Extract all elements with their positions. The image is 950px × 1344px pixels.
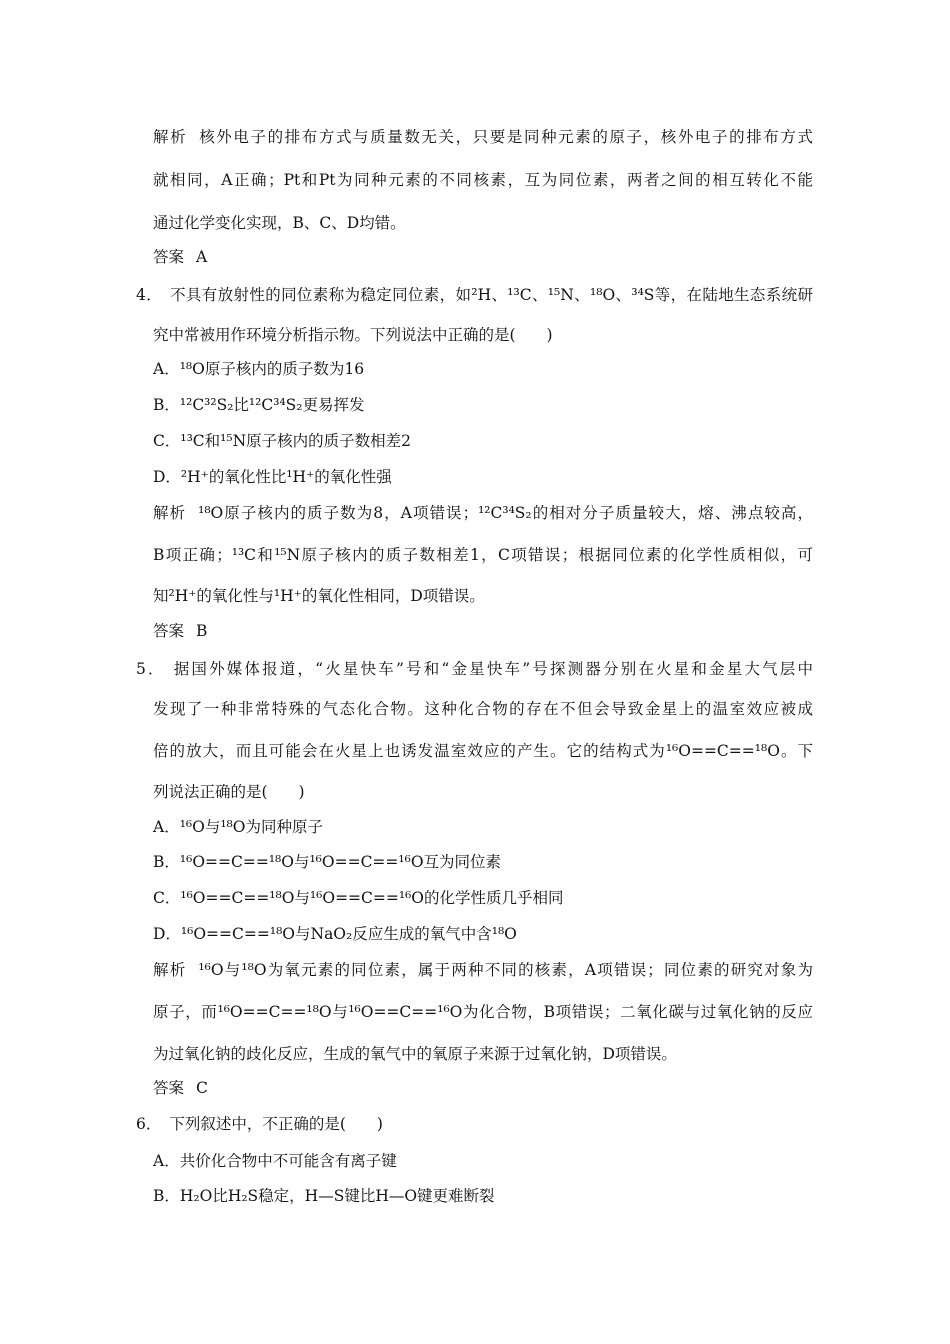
q3-analysis-line-1: 解析 核外电子的排布方式与质量数无关，只要是同种元素的原子，核外电子的排布方式 [153,128,813,146]
answer-label: 答案 [153,622,185,640]
q3-analysis-line-2: 就相同，A正确；Pt和Pt为同种元素的不同核素，互为同位素，两者之间的相互转化不能 [153,171,813,189]
q5-answer [153,1078,208,1098]
q4-stem-line-2: 究中常被用作环境分析指示物。下列说法中正确的是( ) [153,326,553,344]
q6-stem-line-1: 6． 下列叙述中，不正确的是( ) [136,1115,383,1133]
q5-stem-line-3: 倍的放大，而且可能会在火星上也诱发温室效应的产生。它的结构式为¹⁶O==C==¹⁸O。下 [153,742,813,760]
answer-label: 答案 [153,1079,185,1097]
q6-option-b: B．H₂O比H₂S稳定，H—S键比H—O键更难断裂 [153,1187,495,1205]
q3-answer-value: A [196,248,208,266]
q3-analysis-line-3: 通过化学变化实现，B、C、D均错。 [153,214,406,232]
q4-option-d: D．²H⁺的氧化性比¹H⁺的氧化性强 [153,468,392,486]
analysis-label: 解析 [153,128,188,146]
q5-number: 5． [136,660,166,678]
q4-option-c: C．¹³C和¹⁵N原子核内的质子数相差2 [153,432,411,450]
analysis-label: 解析 [153,961,187,979]
q4-analysis-line-1: 解析 ¹⁸O原子核内的质子数为8，A项错误；¹²C³⁴S₂的相对分子质量较大，熔、沸点较高， [153,504,813,522]
q4-number: 4． [136,286,163,304]
q4-option-b: B．¹²C³²S₂比¹²C³⁴S₂更易挥发 [153,396,365,414]
q5-stem-line-1: 5． 据国外媒体报道，“火星快车”号和“金星快车”号探测器分别在火星和金星大气层中 [136,660,813,678]
q5-analysis-line-3: 为过氧化钠的歧化反应，生成的氧气中的氧原子来源于过氧化钠，D项错误。 [153,1045,677,1063]
q5-stem-line-4: 列说法正确的是( ) [153,783,305,801]
q5-analysis-line-2: 原子，而¹⁶O==C==¹⁸O与¹⁶O==C==¹⁶O为化合物，B项错误；二氧化碳与过氧化钠的反应 [153,1003,813,1021]
q5-answer-value: C [196,1079,208,1097]
q4-stem-line-1: 4． 不具有放射性的同位素称为稳定同位素，如²H、¹³C、¹⁵N、¹⁸O、³⁴S等，在陆地生态系统研 [136,286,813,304]
q6-number: 6． [136,1115,162,1133]
q4-option-a: A．¹⁸O原子核内的质子数为16 [153,360,365,378]
q5-option-b: B．¹⁶O==C==¹⁸O与¹⁶O==C==¹⁶O互为同位素 [153,853,502,871]
q5-option-c: C．¹⁶O==C==¹⁸O与¹⁶O==C==¹⁶O的化学性质几乎相同 [153,889,564,907]
q3-answer [153,247,207,267]
q4-answer [153,621,207,641]
q5-option-a: A．¹⁶O与¹⁸O为同种原子 [153,818,323,836]
q6-option-a: A．共价化合物中不可能含有离子键 [153,1152,397,1170]
q5-analysis-line-1: 解析 ¹⁶O与¹⁸O为氧元素的同位素，属于两种不同的核素，A项错误；同位素的研究对象为 [153,961,813,979]
q4-analysis-line-2: B项正确；¹³C和¹⁵N原子核内的质子数相差1，C项错误；根据同位素的化学性质相似，可 [153,546,813,564]
q5-stem-line-2: 发现了一种非常特殊的气态化合物。这种化合物的存在不但会导致金星上的温室效应被成 [153,700,813,718]
q4-answer-value: B [196,622,208,640]
q5-option-d: D．¹⁶O==C==¹⁸O与NaO₂反应生成的氧气中含¹⁸O [153,925,517,943]
answer-label: 答案 [153,248,185,266]
analysis-label: 解析 [153,504,187,522]
q4-analysis-line-3: 知²H⁺的氧化性与¹H⁺的氧化性相同，D项错误。 [153,587,485,605]
